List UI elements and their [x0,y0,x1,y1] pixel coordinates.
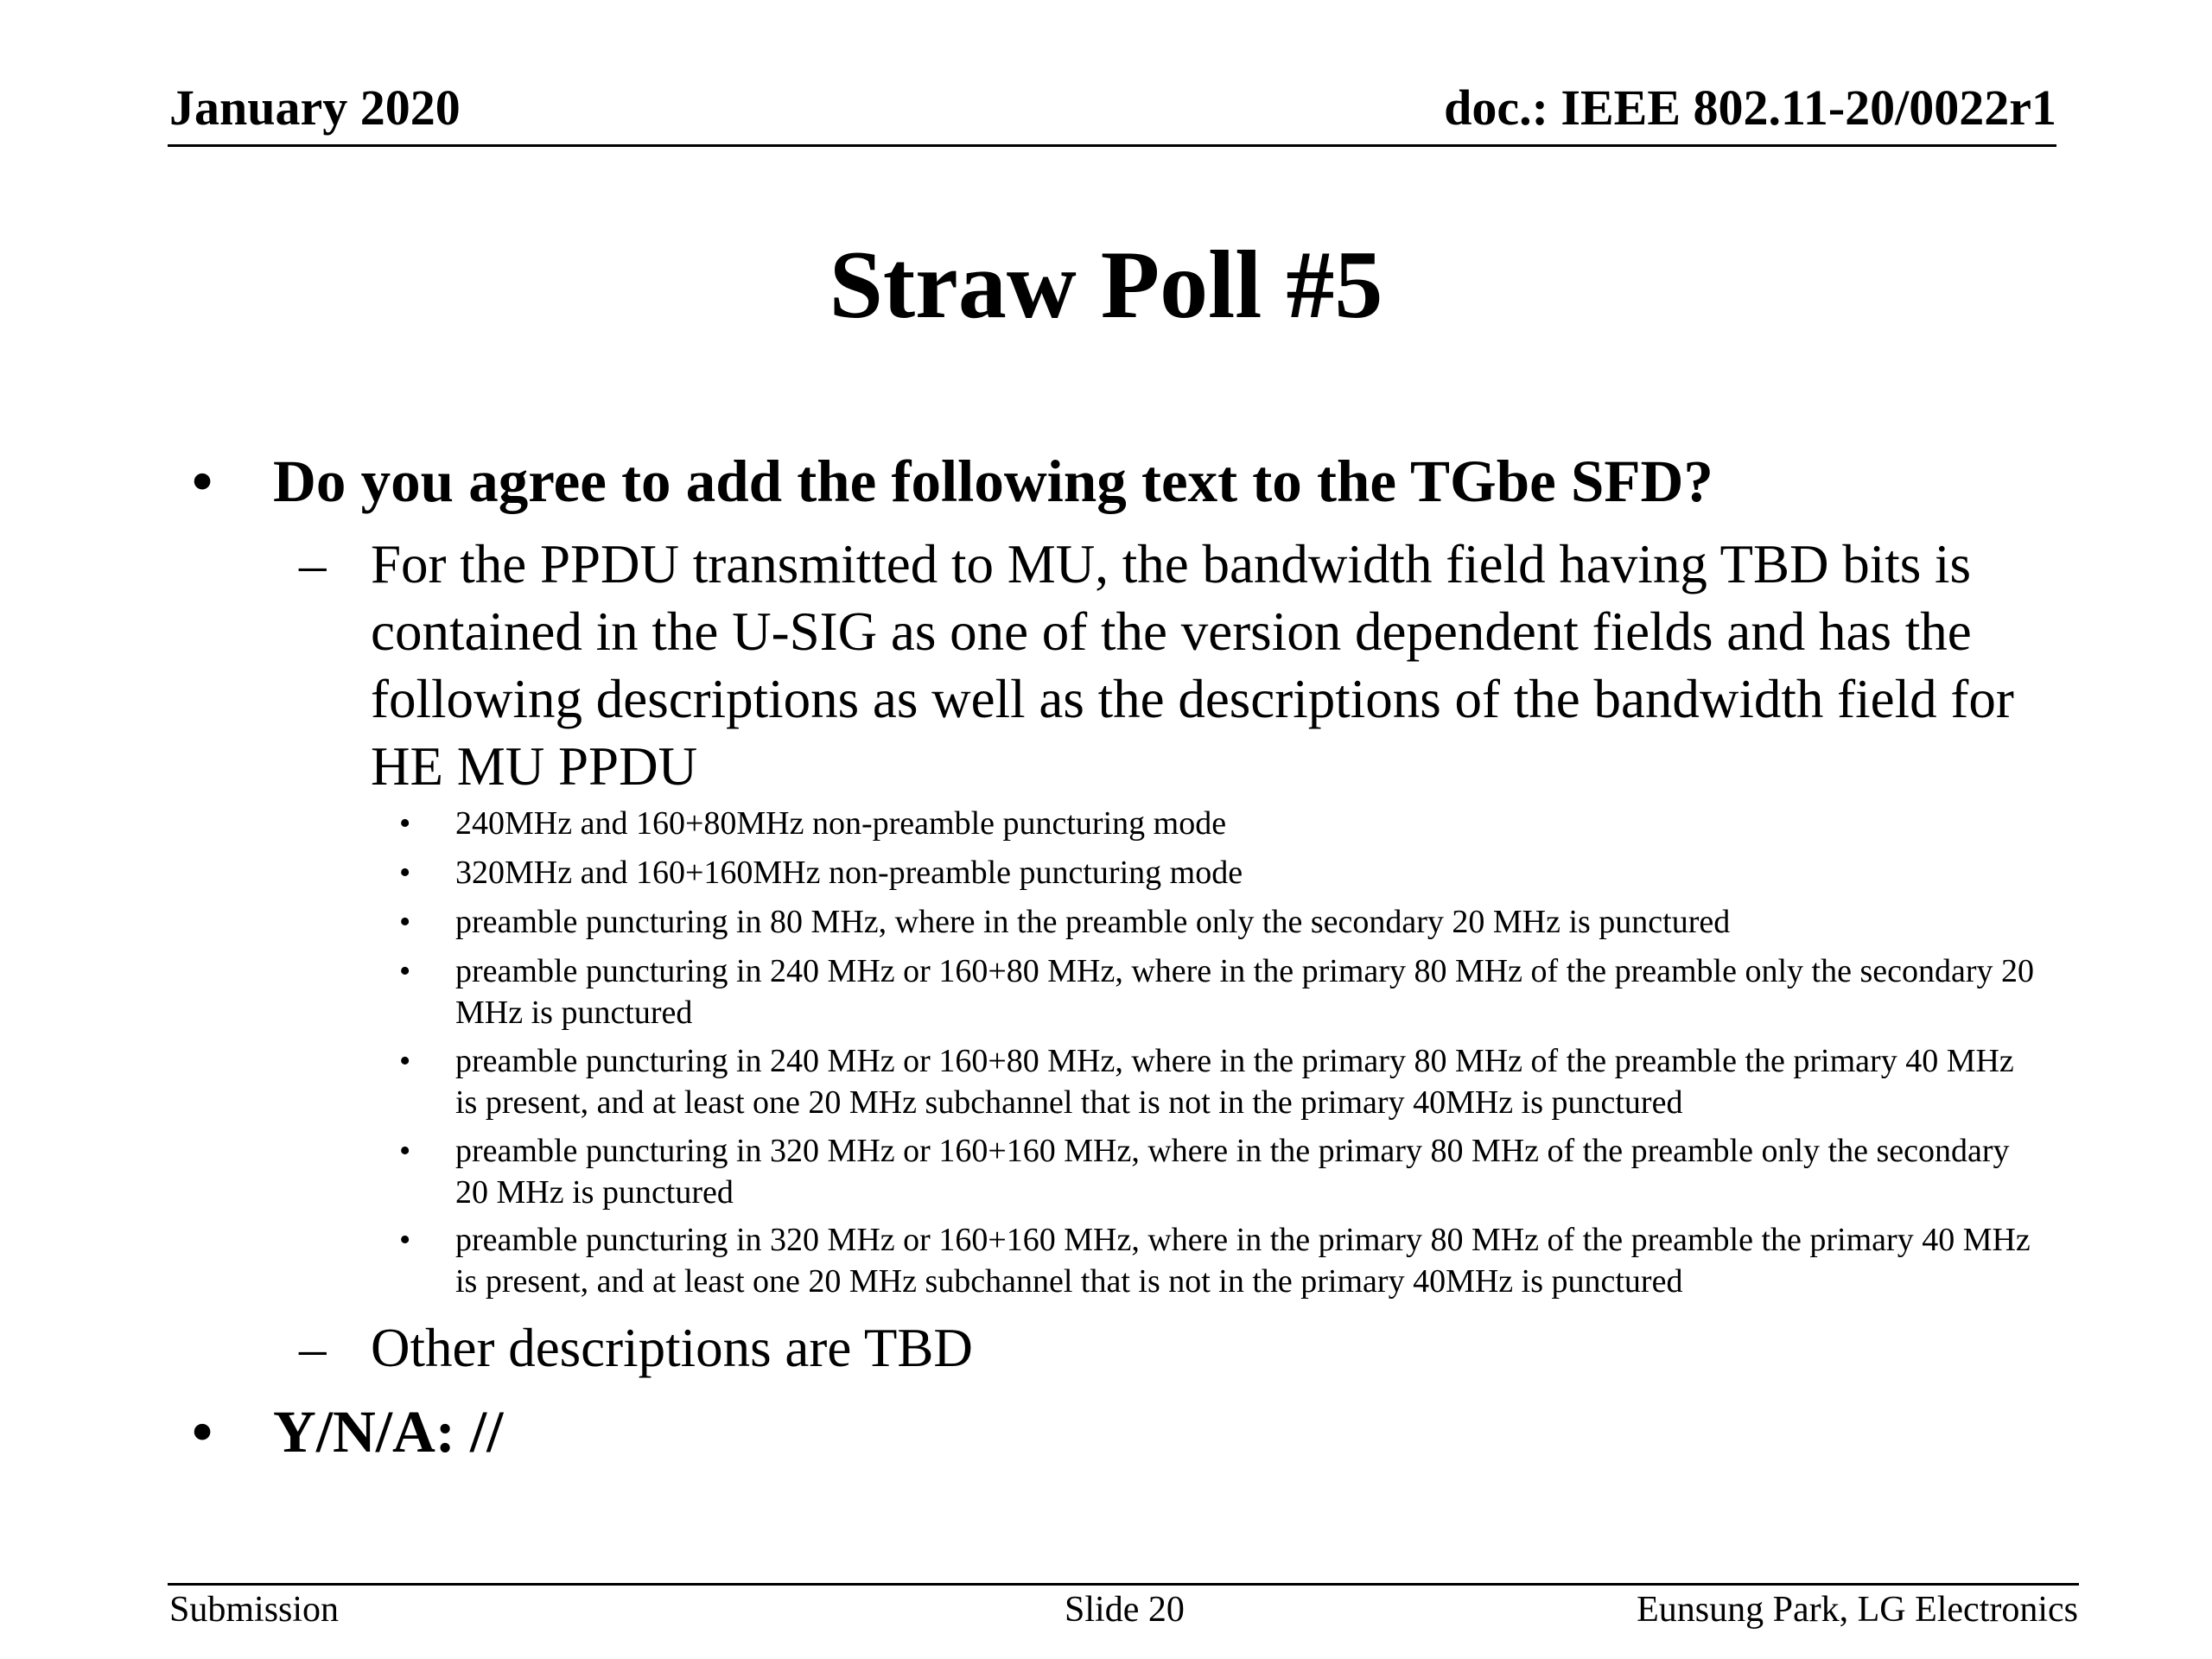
proposal-item: preamble puncturing in 320 MHz or 160+160 MHz, where in the primary 80 MHz of the preamble only the secondary 20 MHz is punctured [455,1133,2010,1211]
bullet-marker: • [192,1399,213,1465]
slide-number: Slide 20 [1065,1590,1185,1630]
poll-result: Y/N/A: // [273,1399,504,1465]
bullet-marker: • [399,904,411,940]
proposal-item: preamble puncturing in 240 MHz or 160+80 MHz, where in the primary 80 MHz of the preamble only the secondary 20 MHz is punctured [455,953,2035,1031]
bullet-marker: • [399,1222,411,1258]
other-descriptions-text: Other descriptions are TBD [371,1318,973,1378]
bullet-marker: • [399,1133,411,1169]
bullet-marker: • [399,1043,411,1079]
proposal-item: 240MHz and 160+80MHz non-preamble puncturing mode [455,805,1227,842]
footer-submission: Submission [169,1590,340,1630]
proposal-item: preamble puncturing in 240 MHz or 160+80 MHz, where in the primary 80 MHz of the preamble the primary 40 MHz is present, and at least one 20 MHz subchannel that is not in the primary 40MHz is punctured [455,1043,2014,1121]
bullet-marker: • [399,953,411,989]
proposal-item: 320MHz and 160+160MHz non-preamble puncturing mode [455,855,1243,891]
proposal-item: preamble puncturing in 320 MHz or 160+160 MHz, where in the primary 80 MHz of the preamble the primary 40 MHz is present, and at least one 20 MHz subchannel that is not in the primary 40MHz is punctured [455,1222,2031,1300]
header-document-id: doc.: IEEE 802.11-20/0022r1 [1444,79,2056,136]
slide-title: Straw Poll #5 [829,232,1383,339]
header-date: January 2020 [169,79,461,136]
question-text: Do you agree to add the following text to the TGbe SFD? [273,448,1713,514]
footer-divider [168,1583,2079,1586]
proposal-text: For the PPDU transmitted to MU, the bandwidth field having TBD bits is contained in the U-SIG as one of the version dependent fields and has the following descriptions as well as the descriptions of the bandwidth field for HE MU PPDU [371,534,2014,797]
bullet-marker: • [399,805,411,842]
proposal-item: preamble puncturing in 80 MHz, where in the preamble only the secondary 20 MHz is punctured [455,904,1731,940]
bullet-marker: • [192,448,213,514]
dash-marker: – [299,1318,327,1378]
bullet-marker: • [399,855,411,891]
footer-author: Eunsung Park, LG Electronics [1637,1590,2078,1630]
dash-marker: – [299,534,327,594]
